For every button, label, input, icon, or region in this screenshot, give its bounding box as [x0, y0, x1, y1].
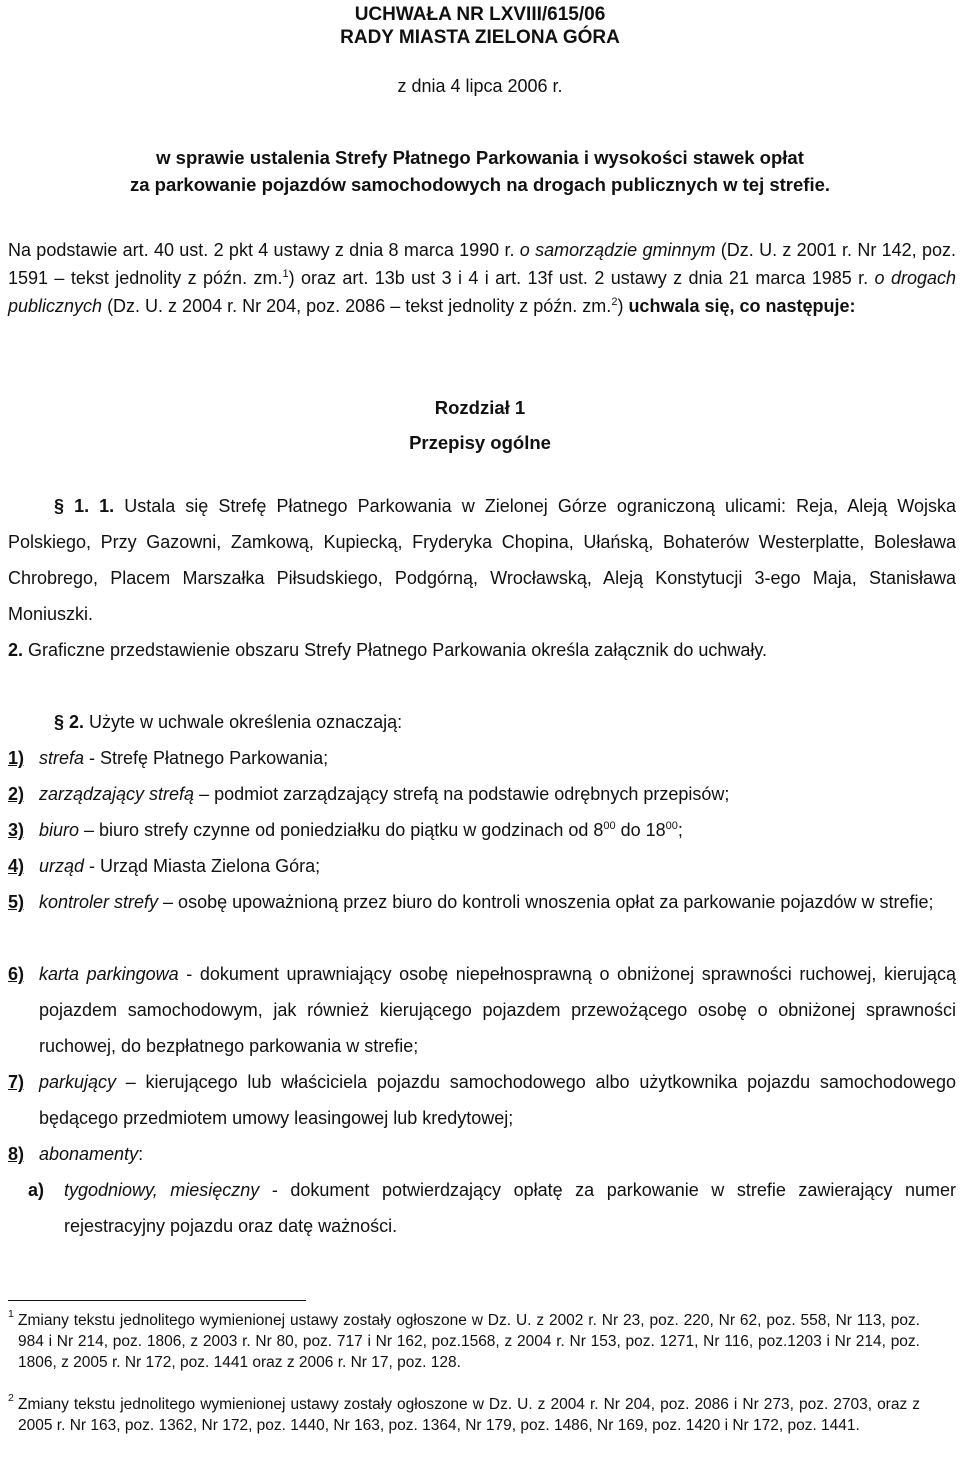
- preamble-text-1: Na podstawie art. 40 ust. 2 pkt 4 ustawy z dnia 8 marca 1990 r.: [8, 240, 520, 260]
- definition-number: 5): [8, 892, 25, 912]
- section-1-mark: § 1.: [54, 496, 90, 516]
- footnote-text: Zmiany tekstu jednolitego wymienionej ustawy zostały ogłoszone w Dz. U. z 2004 r. Nr 204, poz. 2086 i Nr 273, poz. 2703, oraz z 2005 r. Nr 163, poz. 1362, Nr 172, poz. 1440, Nr 163, poz. 1364, Nr 179, poz. 1486, Nr 169, poz. 1420 i Nr 172, poz. 1441.: [18, 1396, 920, 1434]
- subject-line-1: w sprawie ustalenia Strefy Płatnego Parkowania i wysokości stawek opłat: [156, 147, 804, 168]
- definition-number: 7): [8, 1072, 25, 1092]
- preamble-text-2: (Dz. U. z 2001 r. Nr 142, poz. 1591 – tekst jednolity z późn. zm.: [8, 240, 956, 288]
- preamble-text-5: ): [617, 296, 624, 316]
- definition-number: 6): [8, 964, 25, 984]
- footnote-mark: 1: [8, 1308, 14, 1320]
- definition-term: abonamenty: [39, 1144, 139, 1164]
- chapter-title: Rozdział 1: [434, 397, 526, 418]
- section-1-paragraph-2: [8, 632, 956, 668]
- hours-from-superscript: 00: [603, 820, 616, 832]
- definition-text: – biuro strefy czynne od poniedziałku do piątku w godzinach od 8: [79, 820, 604, 840]
- definition-term: biuro: [39, 820, 80, 840]
- definition-text: :: [138, 1144, 144, 1164]
- footnote-text: Zmiany tekstu jednolitego wymienionej ustawy zostały ogłoszone w Dz. U. z 2002 r. Nr 23, poz. 220, Nr 62, poz. 558, Nr 113, poz. 984 i Nr 214, poz. 1806, z 2003 r. Nr 80, poz. 717 i Nr 162, poz.1568, z 2004 r. Nr 153, poz. 1271, Nr 116, poz.1203 i Nr 214, poz. 1806, z 2005 r. Nr 172, poz. 1441 oraz z 2006 r. Nr 17, poz. 128.: [18, 1312, 920, 1371]
- definition-text: – podmiot zarządzający strefą na podstawie odrębnych przepisów;: [194, 784, 730, 804]
- preamble-enactment: uchwala się, co następuje:: [623, 296, 856, 316]
- council-name: RADY MIASTA ZIELONA GÓRA: [340, 27, 620, 48]
- chapter-subtitle: Przepisy ogólne: [409, 432, 551, 453]
- hours-to-superscript: 00: [665, 820, 678, 832]
- definition-term: karta parkingowa: [39, 964, 179, 984]
- resolution-date: z dnia 4 lipca 2006 r.: [397, 76, 563, 96]
- preamble-text-3: ) oraz art. 13b ust 3 i 4 i art. 13f ust. 2 ustawy z dnia 21 marca 1985 r.: [288, 268, 875, 288]
- preamble-act-1: o samorządzie gminnym: [519, 240, 716, 260]
- definition-term: urząd: [39, 856, 85, 876]
- footnote-separator: [8, 1300, 306, 1301]
- subitem-text: - dokument potwierdzający opłatę za parkowanie w strefie zawierający numer rejestracyjny pojazdu oraz datę ważności.: [64, 1180, 956, 1236]
- definition-term: kontroler strefy: [39, 892, 159, 912]
- definition-text-end: ;: [677, 820, 683, 840]
- paragraph-2-text: Graficzne przedstawienie obszaru Strefy Płatnego Parkowania określa załącznik do uchwały.: [23, 640, 768, 660]
- subitem-letter: a): [28, 1180, 45, 1200]
- footnote-ref-1: 1: [282, 268, 289, 280]
- paragraph-2-number: 2.: [8, 640, 24, 660]
- paragraph-1-text: Ustala się Strefę Płatnego Parkowania w Zielonej Górze ograniczoną ulicami: Reja, Aleją Wojska Polskiego, Przy Gazowni, Zamkową, Kupiecką, Fryderyka Chopina, Ułańską, Bohaterów Westerplatte, Bolesława Chrobrego, Placem Marszałka Piłsudskiego, Podgórną, Wrocławską, Aleją Konstytucji 3-ego Maja, Stanisława Moniuszki.: [8, 496, 956, 624]
- definition-text: - dokument uprawniający osobę niepełnosprawną o obniżonej sprawności ruchowej, kierującą pojazdem samochodowym, jak również kierującego pojazdem przewożącego osobę o obniżonej sprawności ruchowej, do bezpłatnego parkowania w strefie;: [39, 964, 956, 1056]
- section-2-intro: [8, 704, 956, 740]
- definition-number: 3): [8, 820, 25, 840]
- definition-text: - Urząd Miasta Zielona Góra;: [84, 856, 321, 876]
- definition-term: strefa: [39, 748, 85, 768]
- preamble: [8, 236, 956, 320]
- definition-number: 4): [8, 856, 25, 876]
- definition-number: 2): [8, 784, 25, 804]
- definition-term: zarządzający strefą: [39, 784, 195, 804]
- definition-text: – osobę upoważnioną przez biuro do kontroli wnoszenia opłat za parkowanie pojazdów w strefie;: [158, 892, 934, 912]
- section-1-paragraph-1: [8, 488, 956, 632]
- section-2-intro-text: Użyte w uchwale określenia oznaczają:: [84, 712, 403, 732]
- footnote-ref-2: 2: [611, 296, 618, 308]
- subject-line-2: za parkowanie pojazdów samochodowych na drogach publicznych w tej strefie.: [129, 174, 831, 195]
- subitem-term: tygodniowy, miesięczny: [64, 1180, 260, 1200]
- resolution-title: UCHWAŁA NR LXVIII/615/06: [354, 4, 606, 25]
- section-2-mark: § 2.: [54, 712, 85, 732]
- definition-term: parkujący: [39, 1072, 117, 1092]
- paragraph-1-number: 1.: [99, 496, 115, 516]
- definition-text: – kierującego lub właściciela pojazdu samochodowego albo użytkownika pojazdu samochodowego będącego przedmiotem umowy leasingowej lub kredytowej;: [39, 1072, 956, 1128]
- definition-text-mid: do 18: [615, 820, 666, 840]
- preamble-text-4: (Dz. U. z 2004 r. Nr 204, poz. 2086 – tekst jednolity z późn. zm.: [102, 296, 612, 316]
- definition-number: 1): [8, 748, 25, 768]
- definition-number: 8): [8, 1144, 25, 1164]
- preamble-act-2: o drogach publicznych: [8, 268, 956, 316]
- footnote-mark: 2: [8, 1392, 14, 1404]
- definition-text: - Strefę Płatnego Parkowania;: [84, 748, 329, 768]
